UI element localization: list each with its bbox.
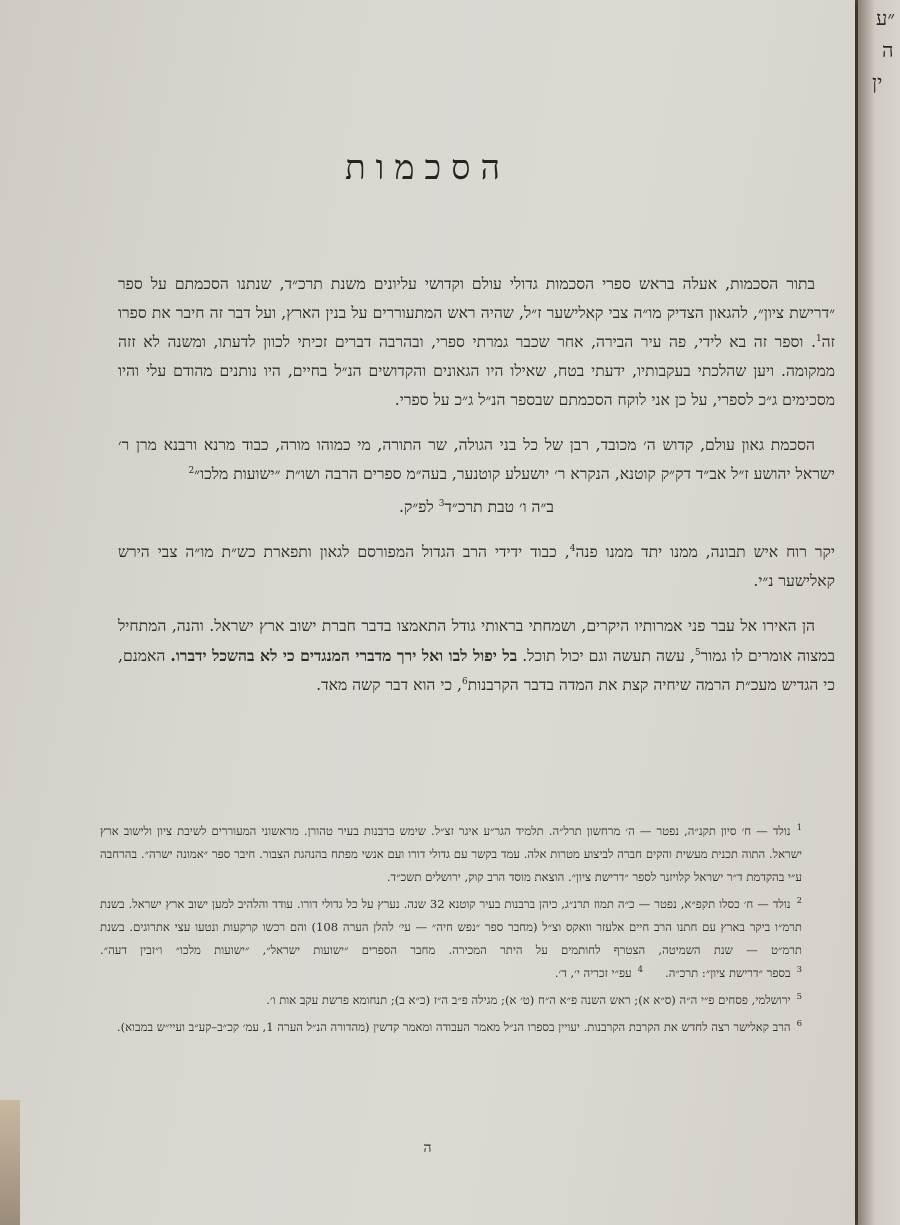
footnote-ref: 3	[438, 498, 445, 509]
page-number: ה	[423, 1140, 432, 1156]
footnote-number: 5	[796, 992, 802, 1003]
footnote-text: הרב קאלישר רצה לחדש את הקרבת הקרבנות. יעויין בספרו הנ״ל מאמר העבודה ומאמר קדשין (מהדורה הנ״ל הערה 1, עמ׳ קכ״ב–קע״ב ועיי״ש במבוא).	[116, 1020, 791, 1034]
footnote-text: ירושלמי, פסחים פ״י ה״ה (ס״א א); ראש השנה פ״א ה״ח (ט׳ א); מגילה פ״ב ה״ז (כ״א ב); תנחומא פרשת עקב אות ו׳.	[266, 993, 791, 1007]
footnote-3	[665, 962, 802, 985]
footnote-number: 6	[796, 1019, 802, 1030]
footnote-text: עפ״י זכריה י׳, ד׳.	[554, 966, 632, 980]
page-edge-shadow	[0, 1100, 20, 1225]
footnote-6	[100, 1016, 802, 1039]
adjacent-page-text: ״ע	[876, 6, 895, 30]
approval-bold-text: בל יפול לבו ואל ירך מדברי המנגדים כי לא בהשכל ידברו.	[170, 646, 518, 665]
footnote-text: נולד — ח׳ סיון תקנ״ה, נפטר — ה׳ מרחשון תרל״ה. תלמיד הגר״ע איגר זצ״ל. שימש ברבנות בעיר טהורן. מראשוני המעוררים לשיבת ציון ולישוב ארץ ישראל. התוה תכנית מעשית והקים חברה לביצוע מטרות אלה. עמד בקשר עם גדולי דורו ועם אנשי מפתח בהנהגת הצבור. חיבר ספר ״אמונה ישרה״. בהרחבה ע״י בהקדמת ד״ר ישראל קלויזנר לספר ״דרישת ציון״. הוצאת מוסד הרב קוק, ירושלים תשכ״ד.	[100, 824, 802, 884]
intro-text: בתור הסכמות, אעלה בראש ספרי הסכמות גדולי עולם וקדושי עליונים משנת תרכ״ד, שנתנו הסכמתם על ספר ״דרישת ציון״, להגאון הצדיק מו״ה צבי קאלישער ז״ל, שהיה ראש המתעוררים על בנין הארץ, ועל דבר זה חיבר את ספרו זה	[118, 275, 835, 351]
footnote-number: 4	[637, 965, 644, 976]
main-text	[118, 270, 835, 716]
approval-body-paragraph	[118, 612, 835, 700]
footnote-ref: 5	[694, 647, 701, 658]
footnote-number: 1	[796, 823, 802, 834]
intro-paragraph	[118, 270, 835, 415]
footnote-1	[100, 820, 802, 889]
approval-body-text: , עשה תעשה וגם יכול תוכל.	[517, 647, 695, 665]
approval-body-text: , כי הוא דבר קשה מאד.	[316, 676, 462, 694]
footnote-text: בספר ״דרישת ציון״: תרכ״ה.	[665, 966, 791, 980]
approval-intro-text: הסכמת גאון עולם, קדוש ה׳ מכובד, רבן של כל בני הגולה, שר התורה, מי כמוהו מורה, כבוד מרנא ורבנא מרן ר׳ ישראל יהושע ז״ל אב״ד דק״ק קוטנא, הנקרא ר׳ יושעלע קוטנער, בעה״מ ספרים הרבה ושו״ת ״ישועות מלכו״	[118, 436, 835, 483]
footnote-4	[555, 962, 643, 985]
date-suffix: לפ״ק.	[399, 498, 439, 516]
footnote-ref: 4	[569, 543, 576, 554]
intro-text-cont: . וספר זה בא לידי, פה עיר הבירה, אחר שכבר גמרתי ספרי, ובהרבה דברים זכיתי לכוון לדעתו, ומשנה לא זזה ממקומה. ויען שהלכתי בעקבותיו, ידעתי בטח, שאילו היו הגאונים והקדושים הנ״ל בחיים, היו נותנים מהודם עלי והיו מסכימים ג״כ לספרי, על כן אני לוקח הסכמתם שבספר הנ״ל ג״כ על ספרי.	[118, 333, 835, 409]
approval-heading-paragraph	[118, 431, 835, 489]
footnote-text: נולד — ח׳ כסלו תקפ״א, נפטר — כ״ה תמוז תרנ״ג, כיהן ברבנות בעיר קוטנא 32 שנה. נערץ על כל גדולי דורו. עודד והלהיב למען ישוב ארץ ישראל. בשנת תרמ״ו ביקר בארץ עם חתנו הרב חיים אלעזר וואקס וצ״ל (מחבר ספר ״נפש חיה״ — עי׳ להלן הערה 108) והם רכשו קרקעות ונטעו עצי אתרוגים. בשנת תרמ״ט — שנת השמיטה, הצטרף לחותמים על היתר המכירה. מחבר הספרים ״ישועות ישראל״, ״ישועות מלכו״ ו״זבין דעה״.	[100, 897, 802, 957]
salutation-paragraph	[118, 538, 835, 596]
footnote-number: 2	[796, 896, 802, 907]
date-text: ב״ה ו׳ טבת תרכ״ד	[444, 498, 554, 516]
adjacent-page-text: ין	[872, 70, 883, 94]
adjacent-page-text: ה	[882, 38, 894, 62]
footnote-5	[100, 989, 802, 1012]
salutation-text: יקר רוח איש תבונה, ממנו יתד ממנו פנה	[575, 543, 835, 561]
page-title: הסכמות	[344, 148, 511, 188]
footnote-number: 3	[796, 965, 802, 976]
footnote-ref: 1	[815, 333, 822, 344]
salutation-text-cont: , כבוד ידידי הרב הגדול המפורסם לגאון ותפארת כש״ת מו״ה צבי הירש קאלישער נ״י.	[118, 543, 835, 590]
footnote-2	[100, 893, 802, 985]
footnote-ref: 2	[188, 465, 195, 476]
approval-body-text: האמנם, כי הגדיש מעכ״ת הרמה שיחיה קצת את המדה בדבר הקרבנות	[118, 647, 835, 694]
approval-body-text: הן האירו אל עבר פני אמרותיו היקרים, ושמחתי בראותי גודל התאמצו בדבר חברת ישוב ארץ ישראל. והנה, המתחיל במצוה אומרים לו גמור	[118, 617, 836, 665]
footnotes	[100, 820, 802, 1043]
approval-date	[118, 493, 835, 522]
adjacent-page-edge	[858, 0, 900, 1225]
footnote-ref: 6	[461, 676, 468, 687]
